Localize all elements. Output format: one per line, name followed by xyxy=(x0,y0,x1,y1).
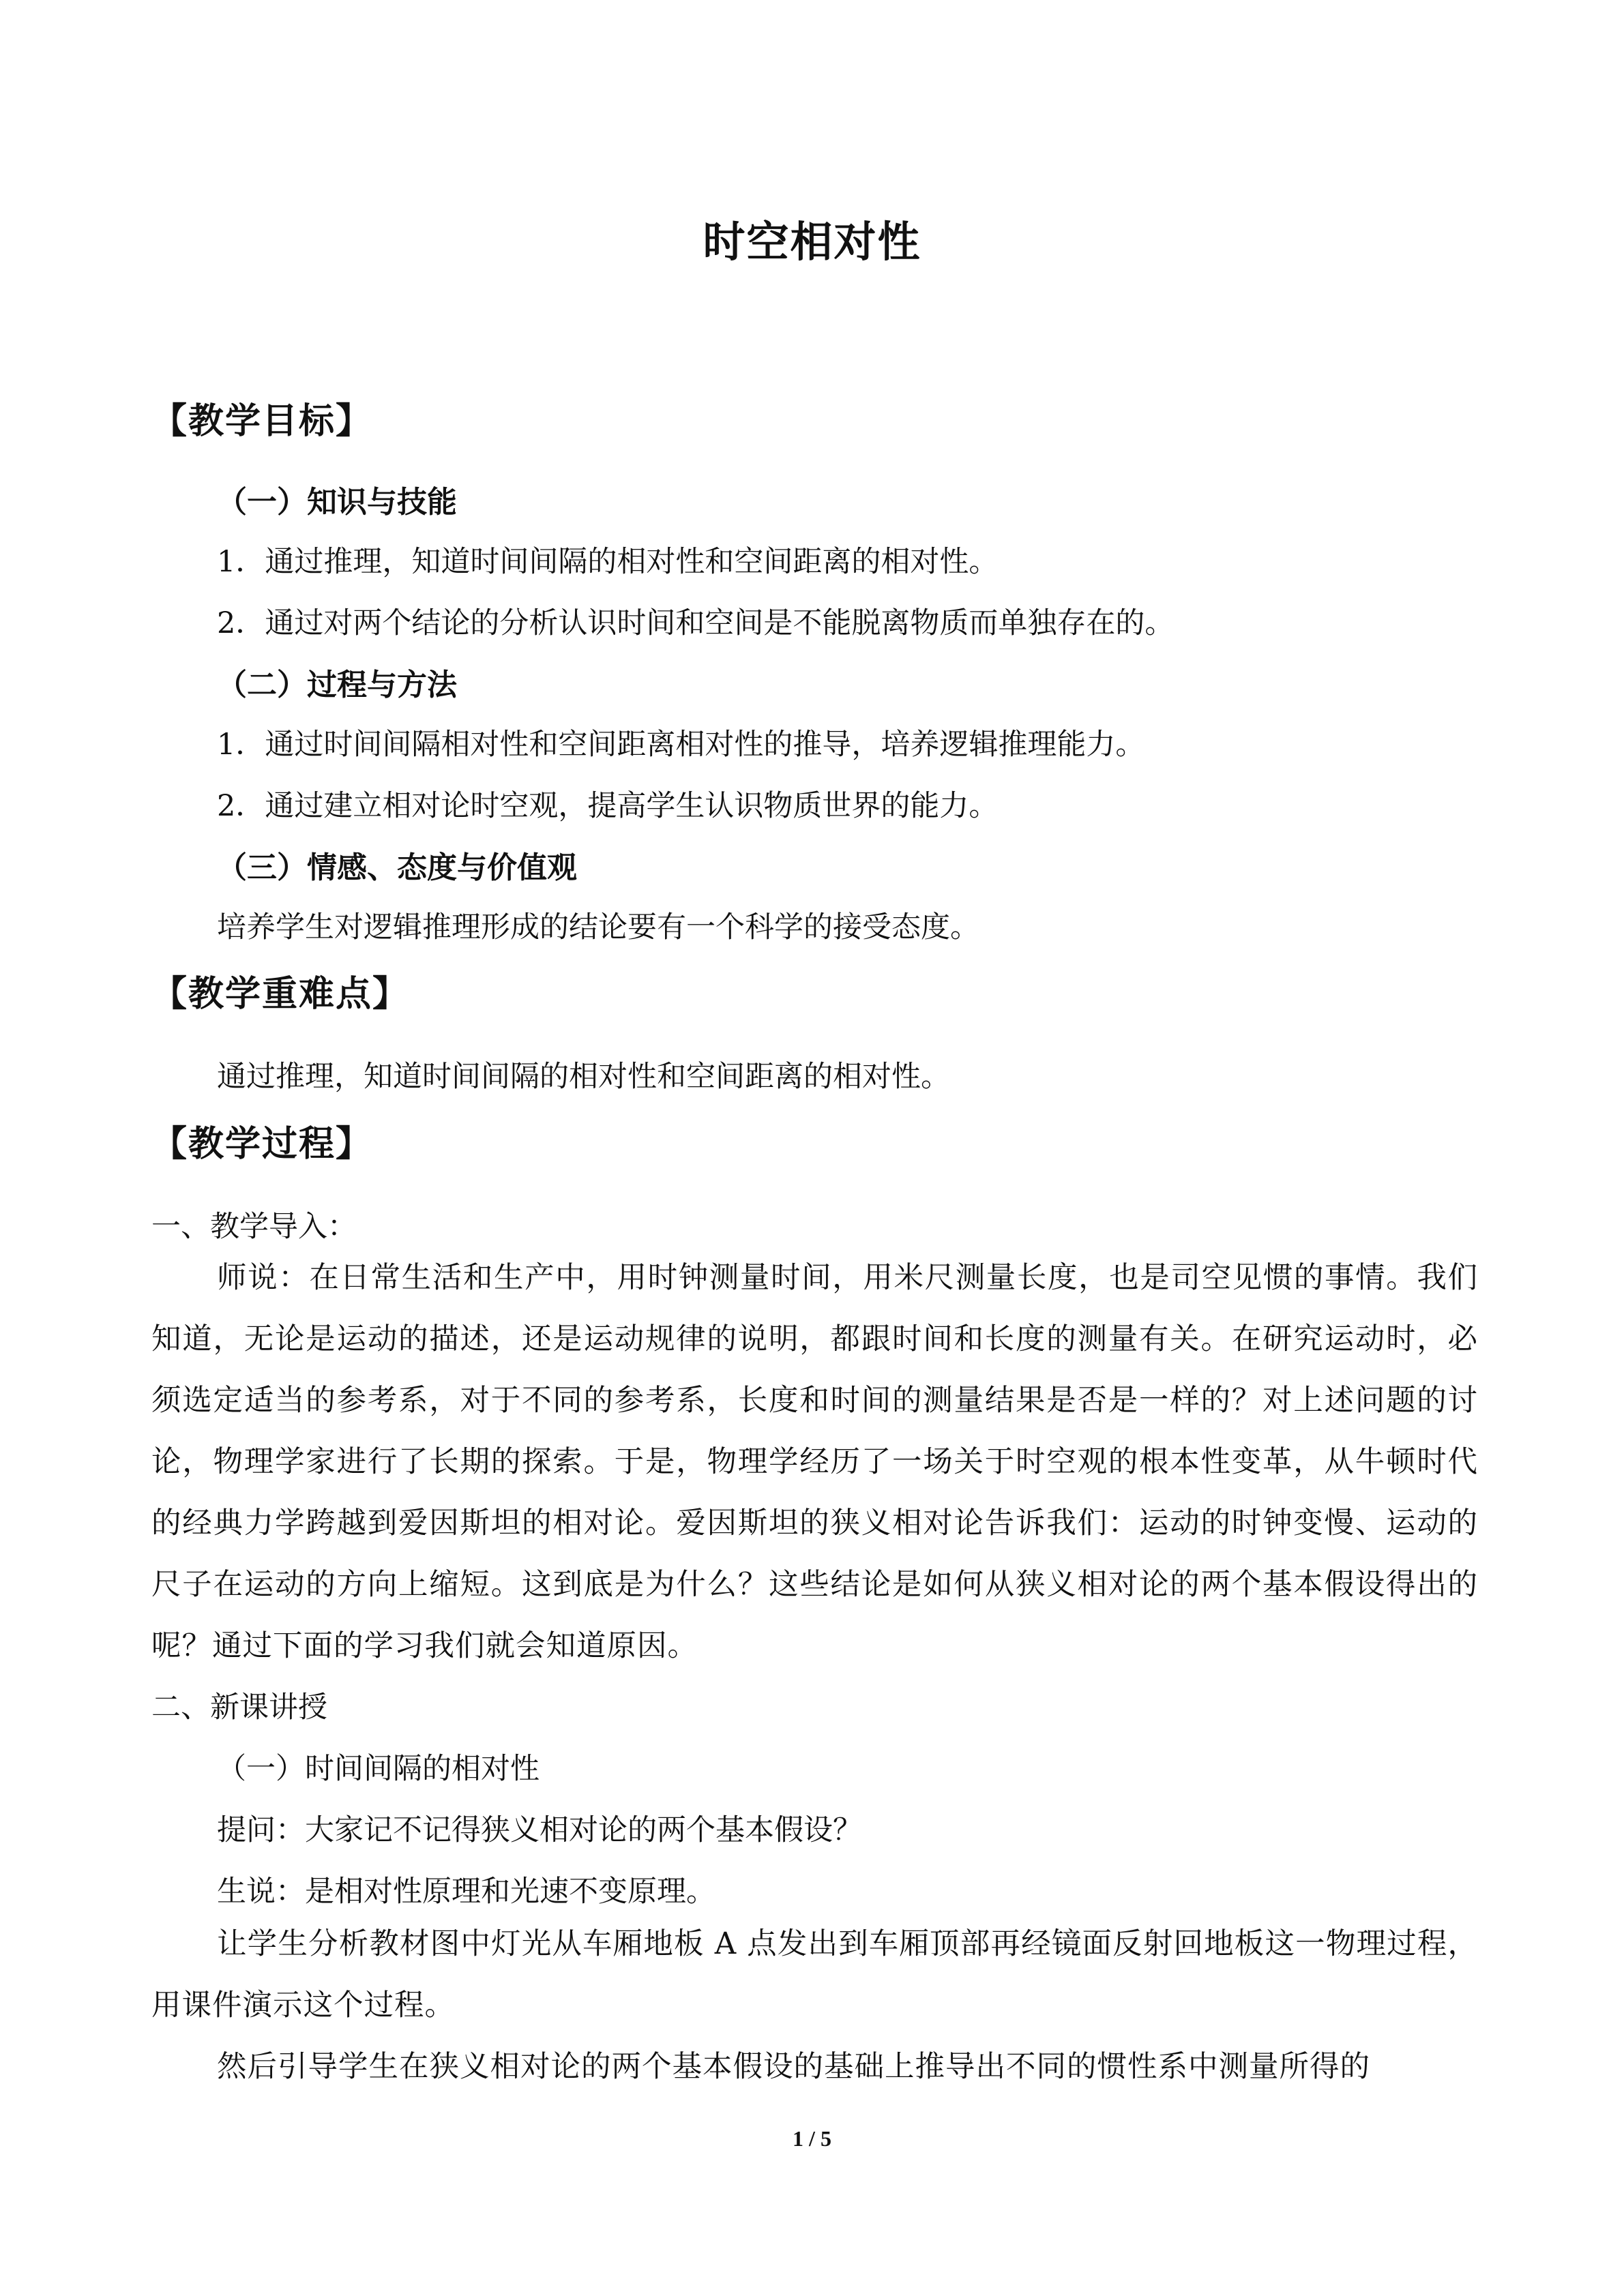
section-heading-process: 【教学过程】 xyxy=(151,1124,373,1165)
process-item-1: 1．通过时间间隔相对性和空间距离相对性的推导，培养逻辑推理能力。 xyxy=(217,728,1145,762)
analysis-paragraph: 让学生分析教材图中灯光从车厢地板 A 点发出到车厢顶部再经镜面反射回地板这一物理过程，用课件演示这个过程。 xyxy=(151,1927,1478,2023)
subheading-emotion: （三）情感、态度与价值观 xyxy=(217,850,577,885)
intro-paragraph: 师说：在日常生活和生产中，用时钟测量时间，用米尺测量长度，也是司空见惯的事情。我们知道，无论是运动的描述，还是运动规律的说明，都跟时间和长度的测量有关。在研究运动时，必须选定适当的参考系，对于不同的参考系，长度和时间的测量结果是否是一样的？对上述问题的讨论，物理学家进行了长期的探索。于是，物理学经历了一场关于时空观的根本性变革，从牛顿时代的经典力学跨越到爱因斯坦的相对论。爱因斯坦的狭义相对论告诉我们：运动的时钟变慢、运动的尺子在运动的方向上缩短。这到底是为什么？这些结论是如何从狭义相对论的两个基本假设得出的呢？通过下面的学习我们就会知道原因。 xyxy=(151,1261,1478,1663)
answer-line: 生说：是相对性原理和光速不变原理。 xyxy=(217,1875,715,1909)
process-item-2: 2．通过建立相对论时空观，提高学生认识物质世界的能力。 xyxy=(217,789,999,823)
new-lesson-heading: 二、新课讲授 xyxy=(151,1690,327,1725)
key-points-text: 通过推理，知道时间间隔的相对性和空间距离的相对性。 xyxy=(217,1060,950,1094)
guide-paragraph: 然后引导学生在狭义相对论的两个基本假设的基础上推导出不同的惯性系中测量所得的 xyxy=(217,2050,1370,2084)
section-heading-goals: 【教学目标】 xyxy=(151,401,373,442)
page-number: 1 / 5 xyxy=(793,2126,831,2151)
intro-heading: 一、教学导入： xyxy=(151,1210,357,1244)
time-interval-heading: （一）时间间隔的相对性 xyxy=(217,1752,540,1786)
subheading-process-method: （二）过程与方法 xyxy=(217,668,457,702)
page-title: 时空相对性 xyxy=(703,217,921,267)
question-line: 提问：大家记不记得狭义相对论的两个基本假设？ xyxy=(217,1813,862,1847)
knowledge-item-2: 2．通过对两个结论的分析认识时间和空间是不能脱离物质而单独存在的。 xyxy=(217,606,1175,640)
knowledge-item-1: 1．通过推理，知道时间间隔的相对性和空间距离的相对性。 xyxy=(217,545,999,579)
emotion-text: 培养学生对逻辑推理形成的结论要有一个科学的接受态度。 xyxy=(217,910,979,944)
subheading-knowledge: （一）知识与技能 xyxy=(217,485,457,520)
section-heading-key-points: 【教学重难点】 xyxy=(151,974,410,1015)
